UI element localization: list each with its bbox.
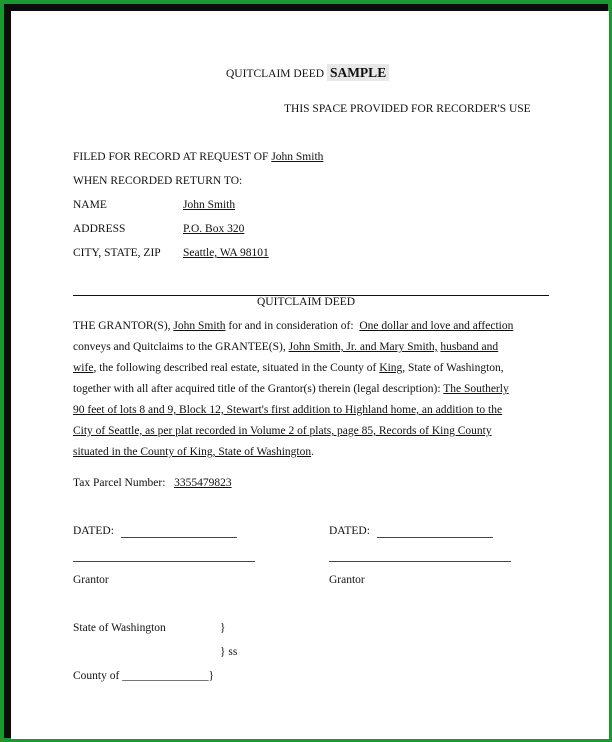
dated-label-left: DATED:: [73, 525, 114, 537]
consideration-label: for and in consideration of:: [228, 320, 354, 332]
header-title-row: [226, 65, 389, 81]
legal-line-3: City of Seattle, as per plat recorded in Volume 2 of plats, page 85, Records of King County: [73, 425, 492, 437]
notary-county-blank[interactable]: _______________: [122, 670, 209, 682]
legal-line-2: 90 feet of lots 8 and 9, Block 12, Stewart's first addition to Highland home, an addition to the: [73, 404, 503, 416]
name-label: NAME: [73, 199, 107, 211]
notary-ss: } ss: [220, 646, 238, 658]
body-line-7: [73, 442, 549, 463]
relation-part-2: wife: [73, 362, 94, 374]
dated-line-left[interactable]: [121, 537, 237, 538]
legal-line-1: The Southerly: [443, 383, 509, 395]
grantor-signature-line-left[interactable]: [73, 561, 255, 562]
header-title: QUITCLAIM DEED: [226, 68, 325, 80]
county-value: King: [379, 362, 403, 374]
filed-label: FILED FOR RECORD AT REQUEST OF: [73, 151, 269, 163]
deed-page: [11, 11, 609, 739]
dated-label-right: DATED:: [329, 525, 370, 537]
return-label: WHEN RECORDED RETURN TO:: [73, 175, 243, 187]
notary-brace-1: }: [220, 622, 226, 634]
grantee-names: John Smith, Jr. and Mary Smith,: [288, 341, 438, 353]
relation-part-1: husband and: [440, 341, 499, 353]
filed-request-row: [73, 151, 323, 163]
body-line-1: [73, 316, 549, 337]
body-line-2: [73, 337, 549, 358]
dated-line-right[interactable]: [377, 537, 493, 538]
body-line-5: [73, 400, 549, 421]
grantor-label: THE GRANTOR(S),: [73, 320, 171, 332]
body-line-4: [73, 379, 549, 400]
legal-line-4: situated in the County of King, State of Washington: [73, 446, 312, 458]
body-line-3: [73, 358, 549, 379]
address-value: P.O. Box 320: [183, 223, 245, 235]
tax-parcel-value: 3355479823: [174, 477, 232, 489]
city-value: Seattle, WA 98101: [183, 247, 269, 259]
section-title: QUITCLAIM DEED: [257, 296, 356, 308]
notary-state: State of Washington: [73, 622, 166, 634]
notary-county-row: [73, 670, 214, 682]
grantor-label-left: Grantor: [73, 574, 109, 586]
grantor-name: John Smith: [173, 320, 226, 332]
legal-description-label: together with all after acquired title of the Grantor(s) therein (legal description):: [73, 383, 441, 395]
grantor-label-right: Grantor: [329, 574, 365, 586]
grantor-signature-line-right[interactable]: [329, 561, 511, 562]
consideration-value: One dollar and love and affection: [359, 320, 514, 332]
recorder-space-label: THIS SPACE PROVIDED FOR RECORDER'S USE: [284, 103, 531, 115]
deed-body: [73, 316, 549, 463]
legal-period: .: [311, 446, 314, 458]
grantee-label: conveys and Quitclaims to the GRANTEE(S),: [73, 341, 286, 353]
city-label: CITY, STATE, ZIP: [73, 247, 161, 259]
name-value: John Smith: [183, 199, 236, 211]
tax-parcel-label: Tax Parcel Number:: [73, 477, 166, 489]
tax-parcel-row: [73, 477, 232, 489]
body-line-6: [73, 421, 549, 442]
notary-county-label: County of: [73, 670, 120, 682]
address-label: ADDRESS: [73, 223, 126, 235]
sample-badge: SAMPLE: [327, 64, 389, 81]
filed-value: John Smith: [271, 151, 324, 163]
county-phrase: , the following described real estate, situated in the County of: [93, 362, 377, 374]
notary-brace-3: }: [208, 670, 214, 682]
state-phrase: , State of Washington,: [402, 362, 504, 374]
